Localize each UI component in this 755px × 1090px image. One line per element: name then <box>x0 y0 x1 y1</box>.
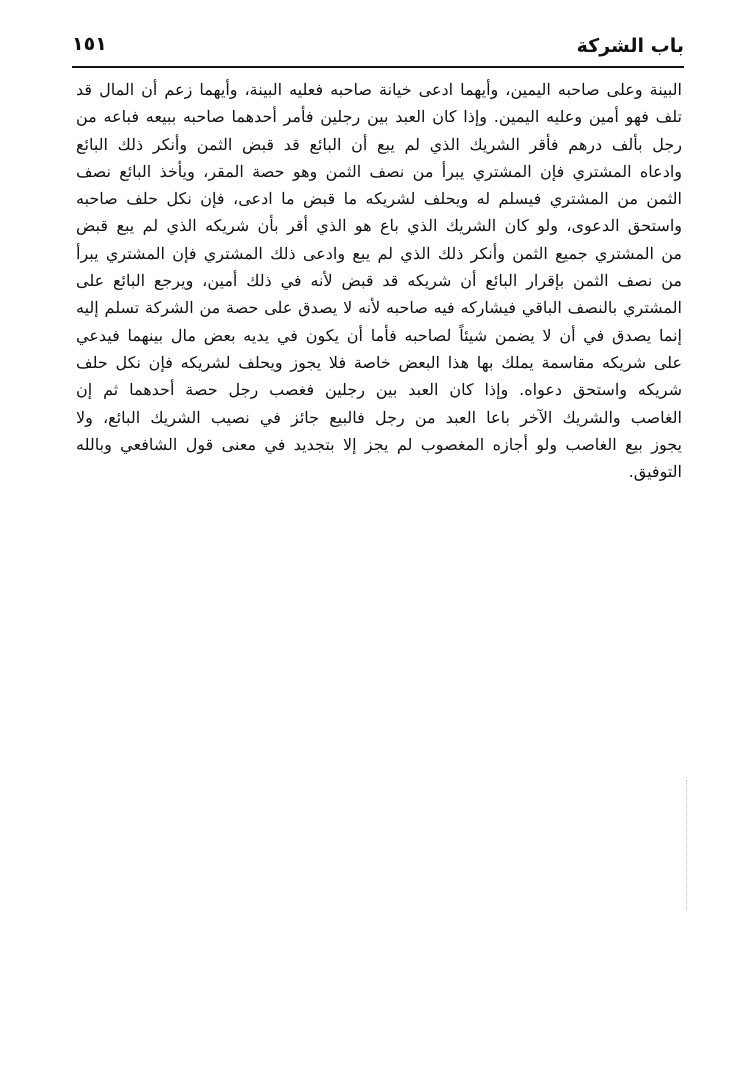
text-line: يجوز بيع الغاصب ولو أجازه المغصوب لم يجز إلا بتجديد في معنى قول الشافعي وبالله <box>76 434 682 454</box>
text-line: من المشتري جميع الثمن وأنكر ذلك الذي لم يبع وادعى ذلك المشتري فإن المشتري يبرأ <box>76 243 682 263</box>
text-line: من نصف الثمن بإقرار البائع أن شريكه قد قبض لأنه في ذلك أمين، ويرجع البائع على <box>76 271 682 291</box>
text-line: وادعاه المشتري فإن المشتري يبرأ من نصف الثمن وهو حصة المقر، ويأخذ البائع نصف <box>76 161 682 181</box>
text-line: الغاصب والشريك الآخر باعا العبد من رجل فالبيع جائز في نصيب الشريك البائع، ولا <box>76 407 682 427</box>
text-line: إنما يصدق في أن لا يضمن شيئاً لصاحبه فأما أن يكون في يديه بعض مال بينهما فيدعي <box>76 325 682 345</box>
text-line: المشتري بالنصف الباقي فيشاركه فيه صاحبه لأنه لا يصدق على حصة من الشركة تسلم إليه <box>76 298 682 318</box>
text-line: على شريكه مقاسمة يملك بها هذا البعض خاصة فلا يجوز ويحلف لشريكه فإن نكل حلف <box>76 352 682 372</box>
text-line: شريكه واستحق دعواه. وإذا كان العبد بين رجلين فغصب رجل حصة أحدهما ثم إن <box>76 380 682 400</box>
body-text <box>76 76 682 485</box>
text-line: البينة وعلى صاحبه اليمين، وأيهما ادعى خيانة صاحبه فعليه البينة، وأيهما زعم أن المال قد <box>76 80 682 99</box>
page-header <box>72 30 684 64</box>
page-number: ١٥١ <box>72 33 107 55</box>
running-title: باب الشركة <box>576 35 684 57</box>
header-rule <box>72 66 684 68</box>
text-line: الثمن من المشتري فيسلم له ويحلف لشريكه ما قبض ما ادعى، فإن نكل حلف صاحبه <box>76 189 682 209</box>
text-line: واستحق الدعوى، ولو كان الشريك الذي باع هو الذي أقر بأن شريكه الذي لم يبع قبض <box>76 216 682 236</box>
text-line-last: التوفيق. <box>628 462 682 482</box>
text-line: رجل بألف درهم فأقر الشريك الذي لم يبع أن البائع قد قبض الثمن وأنكر ذلك البائع <box>76 134 682 154</box>
scan-artifact <box>686 780 687 910</box>
text-line: تلف فهو أمين وعليه اليمين. وإذا كان العبد بين رجلين فأمر أحدهما صاحبه ببيعه فباعه من <box>76 107 682 127</box>
